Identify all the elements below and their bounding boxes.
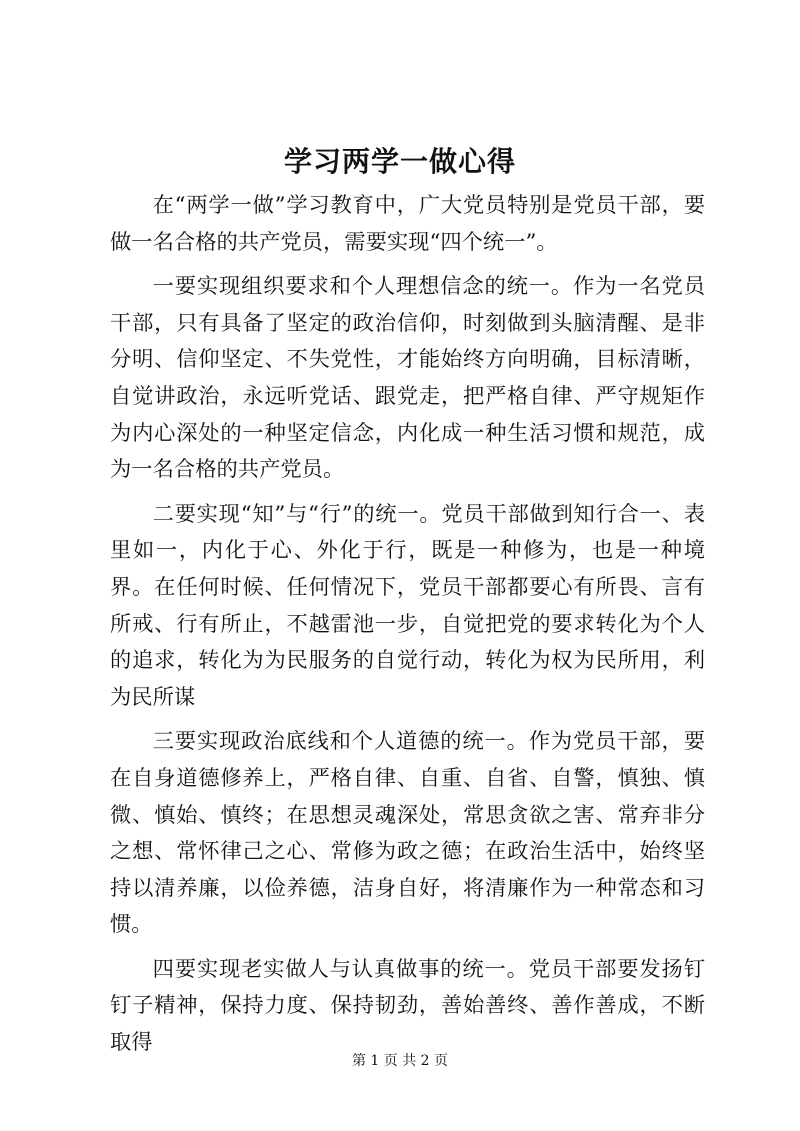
paragraph-fourth-point: 四要实现老实做人与认真做事的统一。党员干部要发扬钉钉子精神，保持力度、保持韧劲，善始善终、善作善成，不断取得: [110, 956, 705, 1056]
paragraph-third-point: 三要实现政治底线和个人道德的统一。作为党员干部，要在自身道德修养上，严格自律、自重、自省、自警，慎独、慎微、慎始、慎终；在思想灵魂深处，常思贪欲之害、常弃非分之想、常怀律己之心、常修为政之德；在政治生活中，始终坚持以清养廉，以俭养德，洁身自好，将清廉作为一种常态和习惯。: [110, 729, 705, 938]
paragraph-intro: 在“两学一做”学习教育中，广大党员特别是党员干部，要做一名合格的共产党员，需要实现“四个统一”。: [110, 193, 705, 255]
paragraph-second-point: 二要实现“知”与“行”的统一。党员干部做到知行合一、表里如一，内化于心、外化于行，既是一种修为，也是一种境界。在任何时候、任何情况下，党员干部都要心有所畏、言有所戒、行有所止，不越雷池一步，自觉把党的要求转化为个人的追求，转化为为民服务的自觉行动，转化为权为民所用，利为民所谋: [110, 501, 705, 710]
page-footer: 第 1 页 共 2 页: [351, 1053, 449, 1069]
document-title: 学习两学一做心得: [283, 145, 516, 178]
paragraph-first-point: 一要实现组织要求和个人理想信念的统一。作为一名党员干部，只有具备了坚定的政治信仰，时刻做到头脑清醒、是非分明、信仰坚定、不失党性，才能始终方向明确，目标清晰，自觉讲政治，永远听党话、跟党走，把严格自律、严守规矩作为内心深处的一种坚定信念，内化成一种生活习惯和规范，成为一名合格的共产党员。: [110, 274, 705, 483]
document-body: [110, 188, 705, 1062]
